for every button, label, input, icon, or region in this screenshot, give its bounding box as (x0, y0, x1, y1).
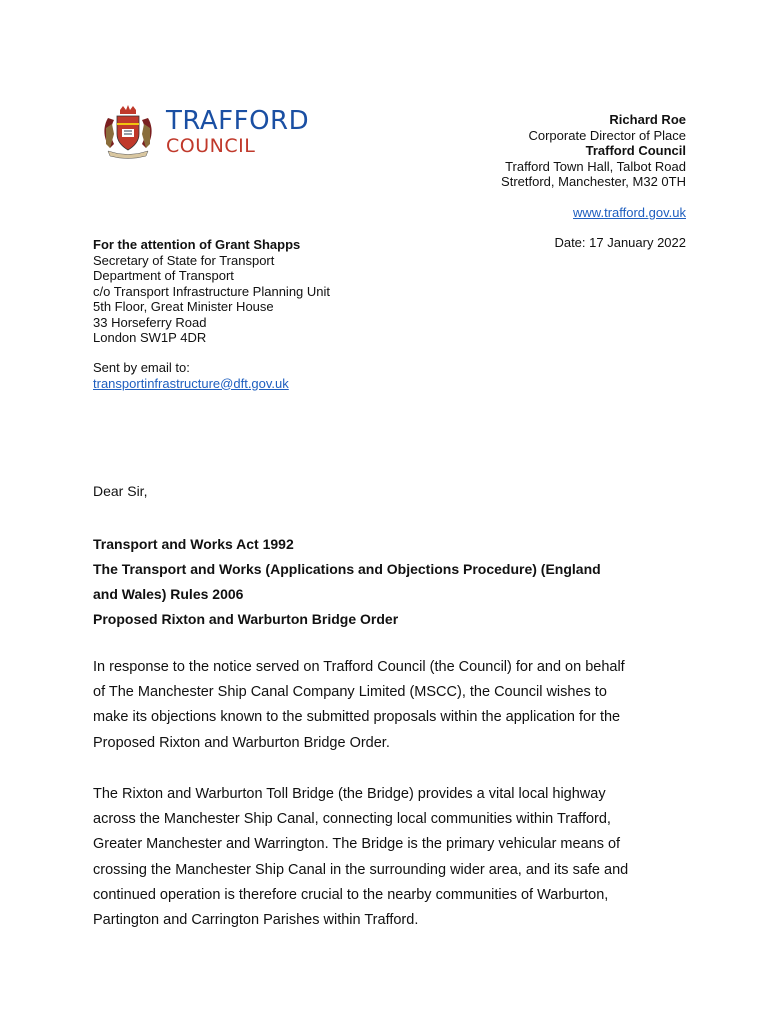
paragraph-line: Proposed Rixton and Warburton Bridge Order. (93, 734, 390, 751)
sent-label: Sent by email to: (93, 360, 190, 375)
paragraph-line: In response to the notice served on Trafford Council (the Council) for and on behalf (93, 659, 625, 675)
body-paragraph-2 (93, 782, 673, 933)
logo-wordmark-trafford: TRAFFORD (166, 106, 310, 136)
sender-block (501, 112, 686, 190)
recipient-line: Department of Transport (93, 268, 234, 283)
recipient-email-link[interactable]: transportinfrastructure@dft.gov.uk (93, 375, 289, 391)
website-link[interactable]: www.trafford.gov.uk (573, 205, 686, 220)
sender-organisation: Trafford Council (585, 143, 686, 158)
subject-line: and Wales) Rules 2006 (93, 586, 244, 602)
recipient-line: 33 Horseferry Road (93, 314, 207, 330)
recipient-line: c/o Transport Infrastructure Planning Unit (93, 283, 331, 299)
recipient-block (93, 237, 330, 346)
recipient-line: 5th Floor, Great Minister House (93, 299, 274, 314)
paragraph-line: crossing the Manchester Ship Canal in the surrounding wider area, and its safe and (93, 861, 629, 878)
subject-line: Transport and Works Act 1992 (93, 536, 294, 552)
letter-date: Date: 17 January 2022 (554, 235, 686, 250)
paragraph-line: Partington and Carrington Parishes within Trafford. (93, 912, 419, 929)
trafford-council-logo (100, 104, 330, 160)
paragraph-line: make its objections known to the submitted proposals within the application for the (93, 709, 621, 726)
sent-by-email (93, 360, 289, 391)
sender-address-line-2: Stretford, Manchester, M32 0TH (501, 174, 686, 189)
paragraph-line: continued operation is therefore crucial to the nearby communities of Warburton, (93, 886, 609, 903)
paragraph-line: The Rixton and Warburton Toll Bridge (the Bridge) provides a vital local highway (93, 786, 606, 802)
paragraph-line: across the Manchester Ship Canal, connecting local communities within Trafford, (93, 811, 611, 828)
subject-line: The Transport and Works (Applications and Objections Procedure) (England (93, 561, 601, 577)
coat-of-arms-icon (100, 104, 156, 160)
subject-line: Proposed Rixton and Warburton Bridge Order (93, 611, 399, 627)
paragraph-line: of The Manchester Ship Canal Company Limited (MSCC), the Council wishes to (93, 684, 607, 701)
recipient-attention: For the attention of Grant Shapps (93, 237, 301, 252)
paragraph-line: Greater Manchester and Warrington. The Bridge is the primary vehicular means of (93, 836, 621, 853)
salutation: Dear Sir, (93, 483, 148, 499)
recipient-line: Secretary of State for Transport (93, 252, 275, 268)
sender-address-line-1: Trafford Town Hall, Talbot Road (505, 158, 686, 174)
body-paragraph-1 (93, 655, 673, 756)
subject-block (93, 532, 673, 632)
recipient-line: London SW1P 4DR (93, 330, 207, 345)
sender-role: Corporate Director of Place (528, 127, 686, 143)
logo-wordmark-council: COUNCIL (166, 135, 256, 157)
sender-name: Richard Roe (609, 112, 686, 127)
